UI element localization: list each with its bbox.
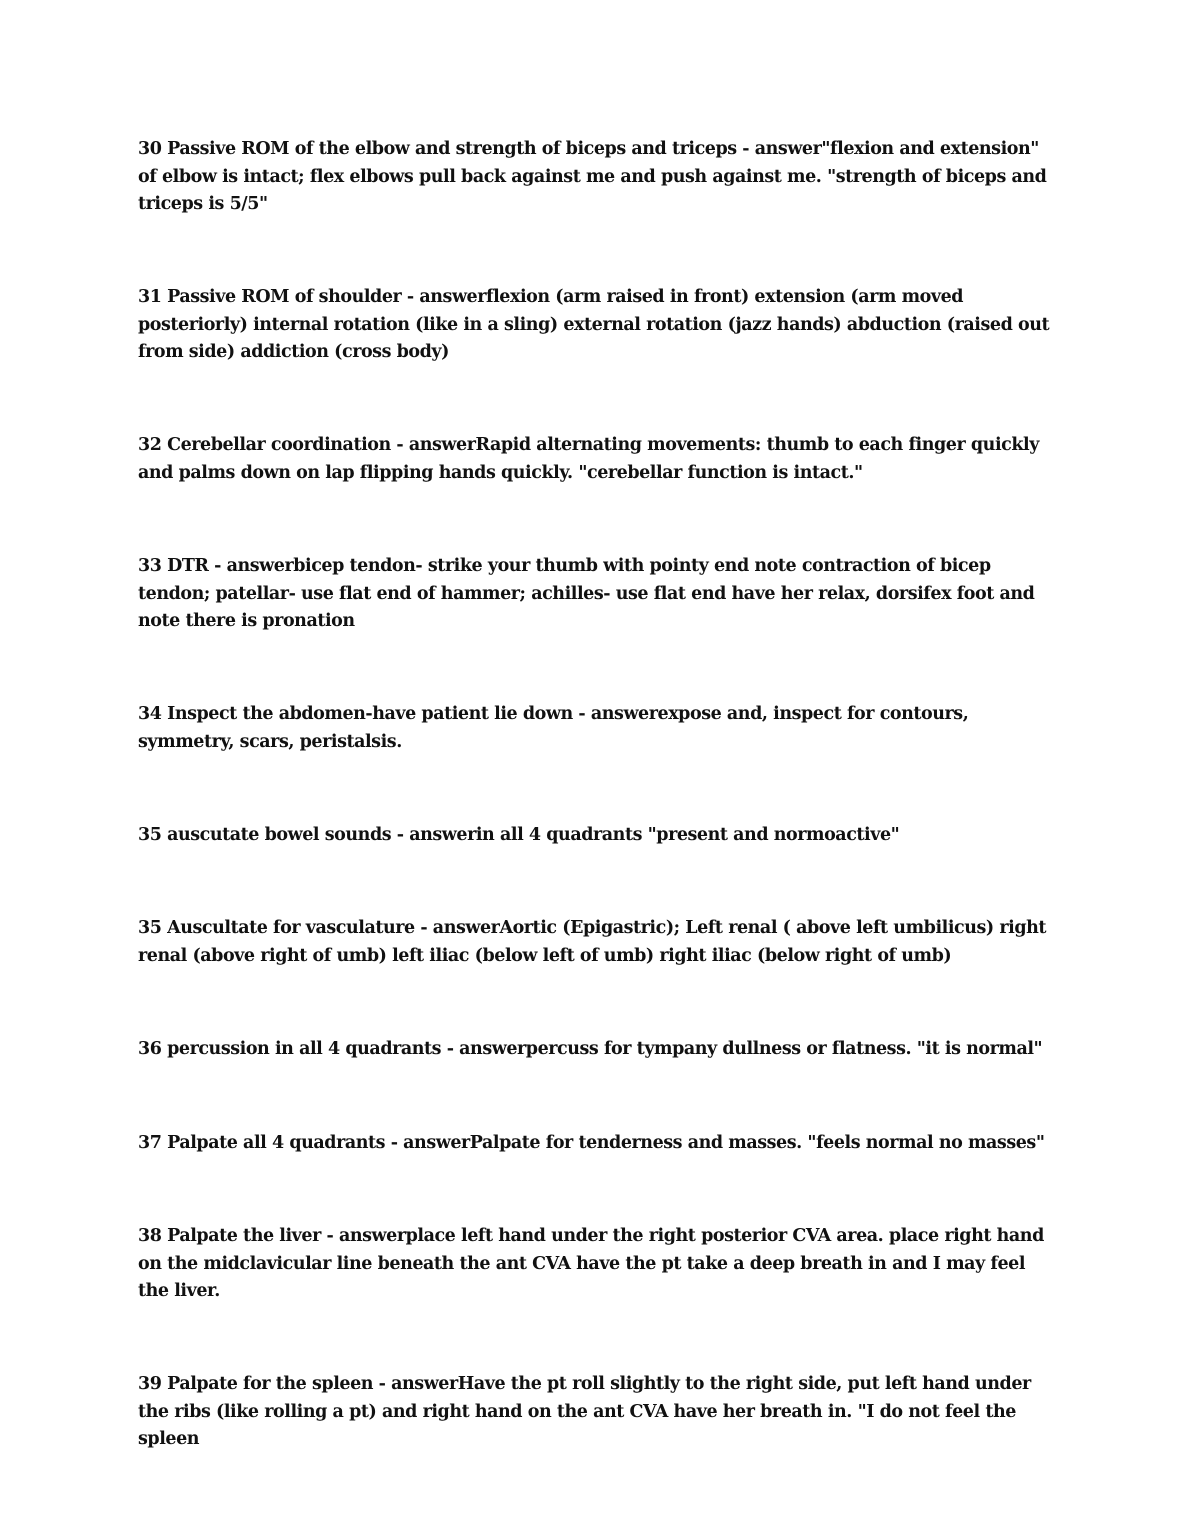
entry-30: 30 Passive ROM of the elbow and strength of biceps and triceps - answer"flexion and extension" of elbow is intact; flex elbows pull back against me and push against me. "strength of biceps and triceps is 5/5" <box>138 139 1047 214</box>
entry-35-vasculature: 35 Auscultate for vasculature - answerAortic (Epigastric); Left renal ( above left umbilicus) right renal (above right of umb) left iliac (below left of umb) right iliac (below right of umb) <box>138 918 1047 966</box>
entry-39: 39 Palpate for the spleen - answerHave the pt roll slightly to the right side, put left hand under the ribs (like rolling a pt) and right hand on the ant CVA have her breath in. "I do not feel the spleen <box>138 1374 1031 1449</box>
entry-38: 38 Palpate the liver - answerplace left hand under the right posterior CVA area. place right hand on the midclavicular line beneath the ant CVA have the pt take a deep breath in and I may feel the liver. <box>138 1226 1044 1301</box>
entry-34: 34 Inspect the abdomen-have patient lie down - answerexpose and, inspect for contours, symmetry, scars, peristalsis. <box>138 704 969 752</box>
entry-36: 36 percussion in all 4 quadrants - answerpercuss for tympany dullness or flatness. "it is normal" <box>138 1039 1043 1059</box>
entry-31: 31 Passive ROM of shoulder - answerflexion (arm raised in front) extension (arm moved posteriorly) internal rotation (like in a sling) external rotation (jazz hands) abduction (raised out from side) addiction (cross body) <box>138 287 1050 362</box>
entry-33: 33 DTR - answerbicep tendon- strike your thumb with pointy end note contraction of bicep tendon; patellar- use flat end of hammer; achilles- use flat end have her relax, dorsifex foot and note there is pronation <box>138 556 1035 631</box>
entry-37: 37 Palpate all 4 quadrants - answerPalpate for tenderness and masses. "feels normal no masses" <box>138 1133 1045 1153</box>
entry-32: 32 Cerebellar coordination - answerRapid alternating movements: thumb to each finger quickly and palms down on lap flipping hands quickly. "cerebellar function is intact." <box>138 435 1039 483</box>
entry-35-bowel-sounds: 35 auscutate bowel sounds - answerin all 4 quadrants "present and normoactive" <box>138 825 900 845</box>
